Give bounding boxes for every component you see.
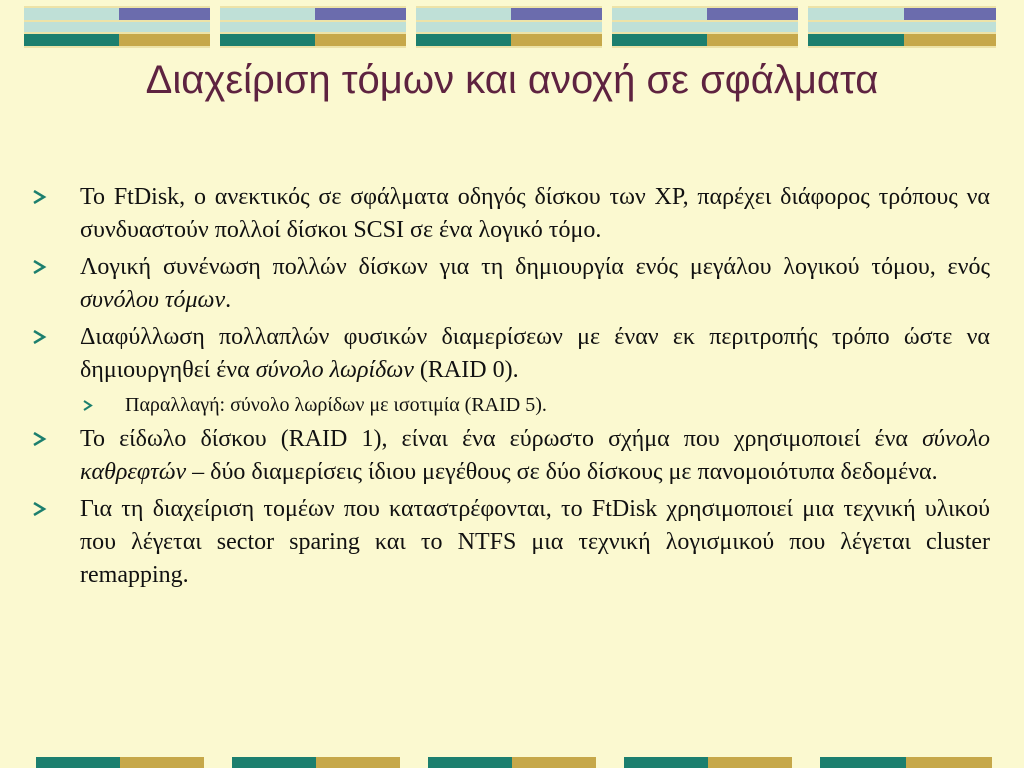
bullet-text: Διαφύλλωση πολλαπλών φυσικών διαμερίσεων με έναν εκ περιτροπής τρόπο ώστε να δημιουργηθεί ένα <box>80 324 990 383</box>
bullet-item-ftdisk <box>28 181 990 247</box>
top-decorative-band <box>0 6 1024 48</box>
bullet-text-end: – δύο διαμερίσεις ίδιου μεγέθους σε δύο δίσκους με πανομοιότυπα δεδομένα. <box>186 459 938 485</box>
bullet-emphasis: σύνολο καθρεφτών <box>80 426 990 485</box>
bullet-item-sector-sparing <box>28 493 990 592</box>
arrow-bullet-icon <box>32 190 48 204</box>
bullet-text-end: (RAID 0). <box>413 357 519 383</box>
top-band-blocks <box>24 6 996 48</box>
bullet-item-mirror-set <box>28 423 990 489</box>
arrow-bullet-icon <box>32 260 48 274</box>
bullet-list <box>28 181 990 596</box>
bottom-decorative-band <box>0 757 1024 768</box>
bottom-band-blocks <box>36 757 992 768</box>
arrow-bullet-icon <box>32 330 48 344</box>
small-arrow-bullet-icon <box>82 400 94 411</box>
bullet-text: Το είδωλο δίσκου (RAID 1), είναι ένα εύρωστο σχήμα που χρησιμοποιεί ένα <box>80 426 923 452</box>
bullet-text: Το FtDisk, ο ανεκτικός σε σφάλματα οδηγός δίσκου των XP, παρέχει διάφορος τρόπους να συνδυαστούν πολλοί δίσκοι SCSI σε ένα λογικό τόμο. <box>80 184 990 243</box>
bullet-text: Λογική συνένωση πολλών δίσκων για τη δημιουργία ενός μεγάλου λογικού τόμου, ενός <box>80 254 990 280</box>
arrow-bullet-icon <box>32 502 48 516</box>
bullet-text: Για τη διαχείριση τομέων που καταστρέφονται, το FtDisk χρησιμοποιεί μια τεχνική υλικού που λέγεται sector sparing και το NTFS μια τεχνική λογισμικού που λέγεται cluster remapping. <box>80 496 990 588</box>
sub-bullet-text: Παραλλαγή: σύνολο λωρίδων με ισοτιμία (RAID 5). <box>125 394 547 416</box>
arrow-bullet-icon <box>32 432 48 446</box>
bullet-item-volume-set <box>28 251 990 317</box>
bullet-emphasis: σύνολο λωρίδων <box>255 357 414 383</box>
bullet-text-end: . <box>225 287 232 313</box>
bullet-emphasis: συνόλου τόμων <box>80 287 226 313</box>
slide-title: Διαχείριση τόμων και ανοχή σε σφάλματα <box>145 58 879 102</box>
sub-bullet-item-raid5 <box>28 391 990 419</box>
bullet-item-stripe-set <box>28 321 990 387</box>
